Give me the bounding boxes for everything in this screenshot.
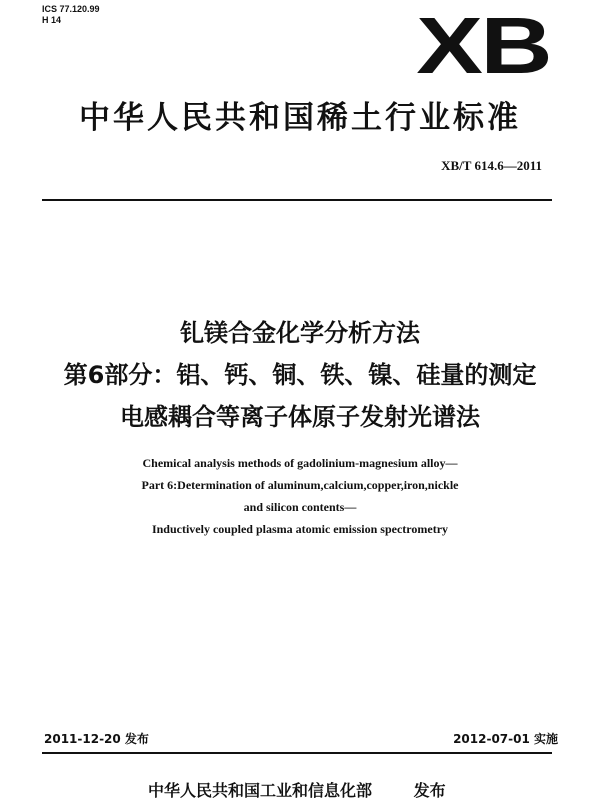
xb-logo: XB: [416, 1, 550, 90]
classification-codes: [42, 4, 100, 26]
english-title-line-1: Chemical analysis methods of gadolinium-magnesium alloy—: [142, 456, 458, 470]
english-title-line-2: Part 6:Determination of aluminum,calcium,copper,iron,nickle: [141, 478, 459, 492]
english-title-line-4: Inductively coupled plasma atomic emission spectrometry: [151, 522, 449, 536]
ccs-code: H 14: [42, 15, 62, 25]
ics-code: ICS 77.120.99: [42, 4, 100, 14]
top-divider: [42, 199, 552, 201]
implementation-date: 2012-07-01 实施: [453, 732, 558, 746]
chinese-title: [0, 312, 600, 438]
issue-date: 2011-12-20 发布: [44, 732, 149, 746]
standard-category: 中华人民共和国稀土行业标准: [79, 100, 521, 136]
chinese-title-line-1: 钆镁合金化学分析方法: [180, 319, 420, 347]
publisher: [148, 778, 446, 801]
publisher-action: 发布: [413, 781, 446, 800]
english-title-line-3: and silicon contents—: [243, 500, 357, 514]
english-title: [0, 452, 600, 540]
bottom-divider: [42, 752, 552, 754]
chinese-title-line-3: 电感耦合等离子体原子发射光谱法: [120, 403, 480, 431]
standard-number: XB/T 614.6—2011: [441, 158, 542, 173]
publisher-name: 中华人民共和国工业和信息化部: [148, 781, 373, 800]
chinese-title-line-2: 第6部分：铝、钙、铜、铁、镍、硅量的测定: [63, 361, 537, 389]
